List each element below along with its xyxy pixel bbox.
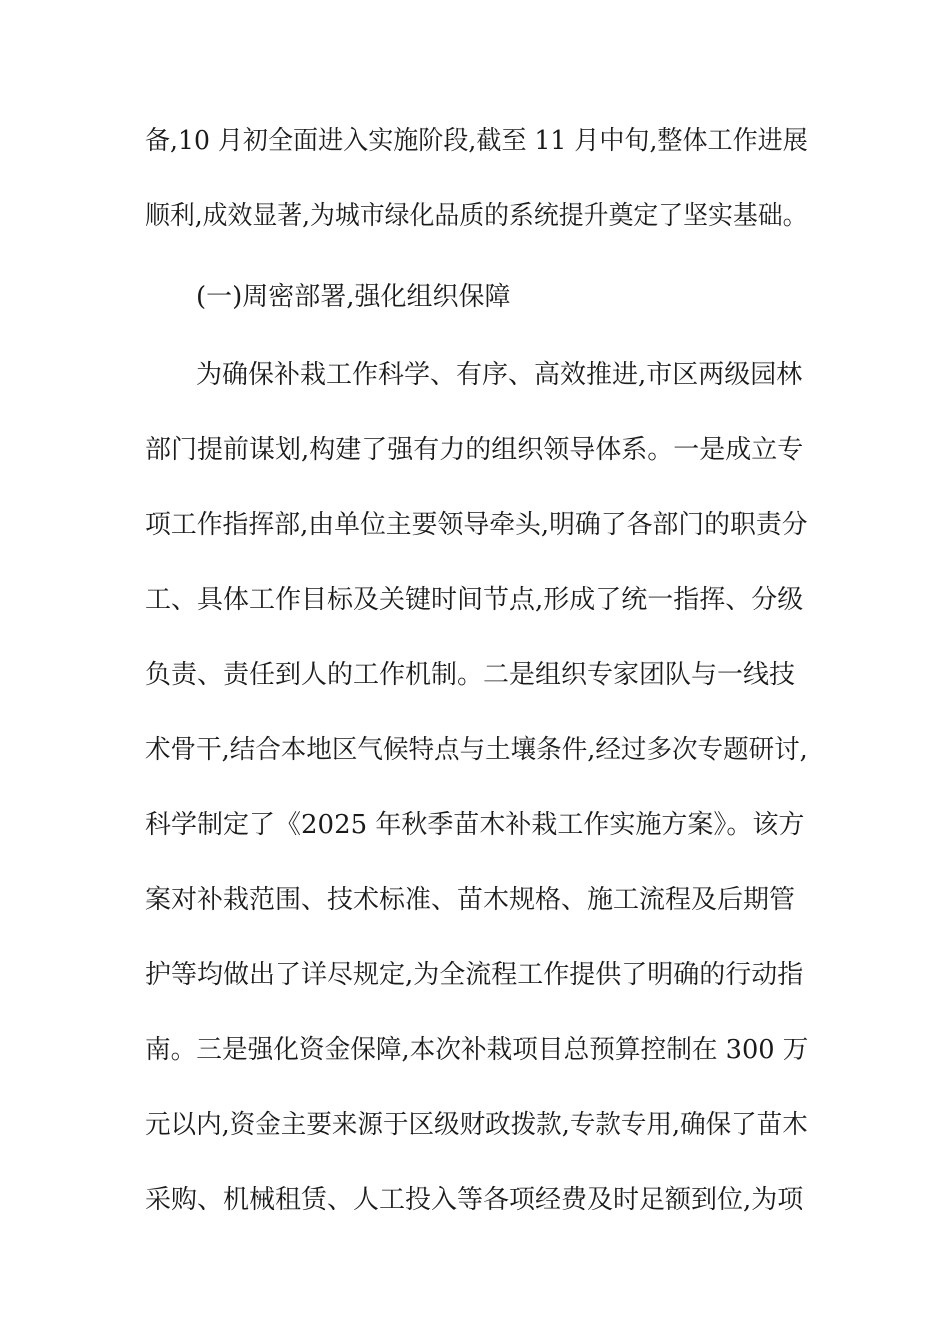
paragraph-line: 项工作指挥部,由单位主要领导牵头,明确了各部门的职责分 [145, 510, 808, 540]
paragraph-line: 科学制定了《2025 年秋季苗木补栽工作实施方案》。该方 [145, 810, 805, 840]
paragraph-line: 备,10 月初全面进入实施阶段,截至 11 月中旬,整体工作进展 [145, 126, 808, 156]
paragraph-line: 案对补栽范围、技术标准、苗木规格、施工流程及后期管 [145, 885, 796, 915]
paragraph-line: 为确保补栽工作科学、有序、高效推进,市区两级园林 [196, 360, 803, 390]
paragraph-line: 顺利,成效显著,为城市绿化品质的系统提升奠定了坚实基础。 [145, 201, 808, 231]
paragraph-line: 部门提前谋划,构建了强有力的组织领导体系。一是成立专 [145, 435, 804, 465]
paragraph-line: 护等均做出了详尽规定,为全流程工作提供了明确的行动指 [145, 960, 804, 990]
paragraph-line: 元以内,资金主要来源于区级财政拨款,专款专用,确保了苗木 [145, 1110, 808, 1140]
paragraph-line: 负责、责任到人的工作机制。二是组织专家团队与一线技 [145, 660, 796, 690]
section-heading: (一)周密部署,强化组织保障 [196, 282, 511, 312]
paragraph-line: 术骨干,结合本地区气候特点与土壤条件,经过多次专题研讨, [145, 735, 808, 765]
paragraph-line: 工、具体工作目标及关键时间节点,形成了统一指挥、分级 [145, 585, 804, 615]
paragraph-line: 南。三是强化资金保障,本次补栽项目总预算控制在 300 万 [145, 1035, 809, 1065]
paragraph-line: 采购、机械租赁、人工投入等各项经费及时足额到位,为项 [145, 1185, 804, 1215]
